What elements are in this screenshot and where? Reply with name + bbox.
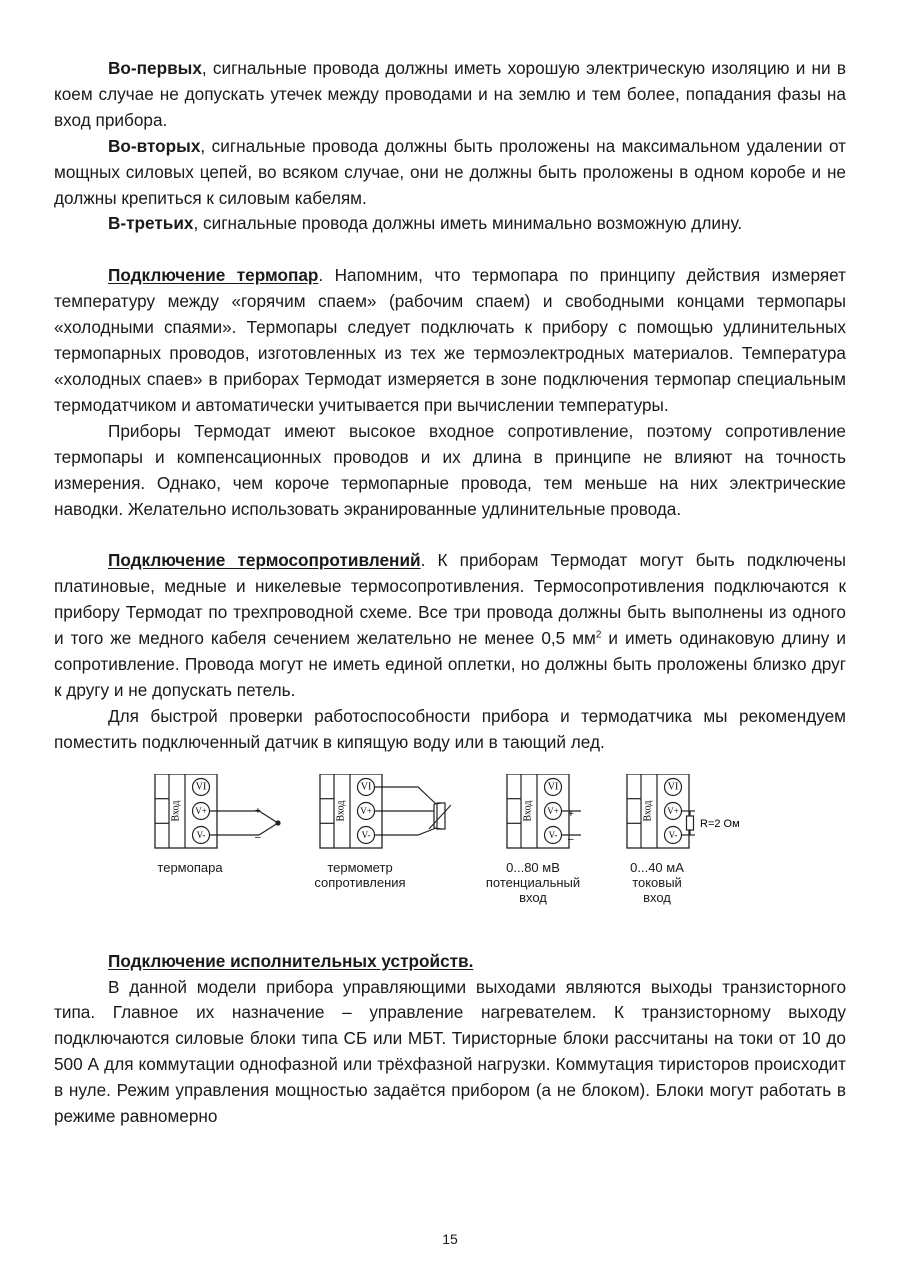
input-label: Вход (335, 800, 347, 822)
paragraph-third: В-третьих, сигнальные провода должны иметь минимально возможную длину. (108, 213, 743, 234)
page-number: 15 (442, 1231, 458, 1247)
terminal-vi-label: VI (667, 781, 679, 793)
caption-voltage-input: 0...80 мВ потенциальный вход (485, 859, 581, 905)
bold-term: Во-вторых (108, 135, 201, 156)
spacer (54, 522, 846, 548)
paragraph-second: Во-вторых, сигнальные провода должны быть проложены на максимальном удалении от мощных силовых цепей, во всяком случае, они не должны быть проложены в одном коробе и не должны крепиться к силовым кабелям. (54, 135, 846, 208)
wiring-diagrams (54, 774, 846, 949)
terminal-vi-label: VI (195, 781, 207, 793)
terminal-vplus-label: V+ (195, 805, 207, 816)
terminal-vminus-label: V- (361, 829, 371, 840)
terminal-vplus-label: V+ (547, 805, 559, 816)
terminal-vi-label: VI (547, 781, 559, 793)
diagram-voltage-input (507, 774, 581, 848)
spacer (54, 237, 846, 263)
terminal-vi-label: VI (360, 781, 372, 793)
terminal-vminus-label: V- (548, 829, 558, 840)
diagram-thermocouple (155, 774, 281, 848)
document-page (54, 56, 846, 1130)
bold-term: В-третьих (108, 213, 194, 234)
section-heading: Подключение термопар (108, 265, 319, 286)
paragraph-thermocouple: Подключение термопар. Напомним, что термопара по принципу действия измеряет температуру между «горячим спаем» (рабочим спаем) и свободными концами термопары «холодными спаями». Термопары следует подключать к прибору с помощью удлинительных термопарных проводов, изготовленных из тех же термоэлектродных материалов. Температура «холодных спаев» в приборах Термодат измеряется в зоне подключения термопар специальным термодатчиком и автоматически учитывается при вычислении температуры. (54, 265, 846, 415)
paragraph-rtd: Подключение термосопротивлений. К приборам Термодат могут быть подключены платиновые, медные и никелевые термосопротивления. Термосопротивления подключаются к прибору Термодат по трехпроводной схеме. Все три провода должны быть выполнены из одного и того же медного кабеля сечением желательно не менее 0,5 $мм^2$ и иметь одинаковую длину и сопротивление. Провода могут не иметь единой оплетки, но должны быть проложены близко друг к другу и не допускать петель. (54, 550, 846, 700)
input-label: Вход (170, 800, 182, 822)
caption-current-input: 0...40 мА токовый вход (630, 859, 684, 905)
diagram-resistance-thermometer (320, 774, 451, 848)
caption-resistance-thermometer: термометр сопротивления (314, 859, 406, 890)
caption-thermocouple: термопара (157, 859, 223, 875)
terminal-vminus-label: V- (196, 829, 206, 840)
input-label: Вход (522, 800, 534, 822)
paragraph-actuators: В данной модели прибора управляющими выходами являются выходы транзисторного типа. Главное их назначение – управление нагревателем. К транзисторному выходу подключаются силовые блоки типа СБ или МБТ. Тиристорные блоки рассчитаны на токи от 10 до 500 А для коммутации однофазной или трёхфазной нагрузки. Коммутация тиристоров происходит в нуле. Режим управления мощностью задаётся прибором (а не блоком). Блоки могут работать в режиме равномерно (54, 976, 846, 1127)
input-label: Вход (642, 800, 654, 822)
plus-sign: + (568, 808, 574, 820)
paragraph-thermocouple-2: Приборы Термодат имеют высокое входное сопротивление, поэтому сопротивление термопары и компенсационных проводов и их длина в принципе не влияют на точность измерения. Однако, чем короче термопарные провода, тем меньше на них электрические наводки. Желательно использовать экранированные удлинительные провода. (54, 420, 846, 519)
paragraph-rtd-2: Для быстрой проверки работоспособности прибора и термодатчика мы рекомендуем поместить подключенный датчик в кипящую воду или в тающий лед. (54, 705, 846, 752)
paragraph-first: Во-первых, сигнальные провода должны иметь хорошую электрическую изоляцию и ни в коем случае не допускать утечек между проводами и на землю и тем более, попадания фазы на вход прибора. (54, 58, 846, 130)
diagram-current-input (627, 774, 740, 848)
minus-sign: – (568, 833, 574, 845)
terminal-vminus-label: V- (668, 829, 678, 840)
terminal-vplus-label: V+ (667, 805, 679, 816)
resistor-label: R=2 Ом (700, 817, 740, 830)
bold-term: Во-первых (108, 58, 202, 78)
section-heading: Подключение термосопротивлений (108, 550, 421, 571)
plus-sign: + (255, 805, 261, 817)
section-heading: Подключение исполнительных устройств. (108, 950, 474, 971)
minus-sign: – (255, 831, 261, 843)
section-heading-actuators (54, 949, 846, 975)
terminal-vplus-label: V+ (360, 805, 372, 816)
